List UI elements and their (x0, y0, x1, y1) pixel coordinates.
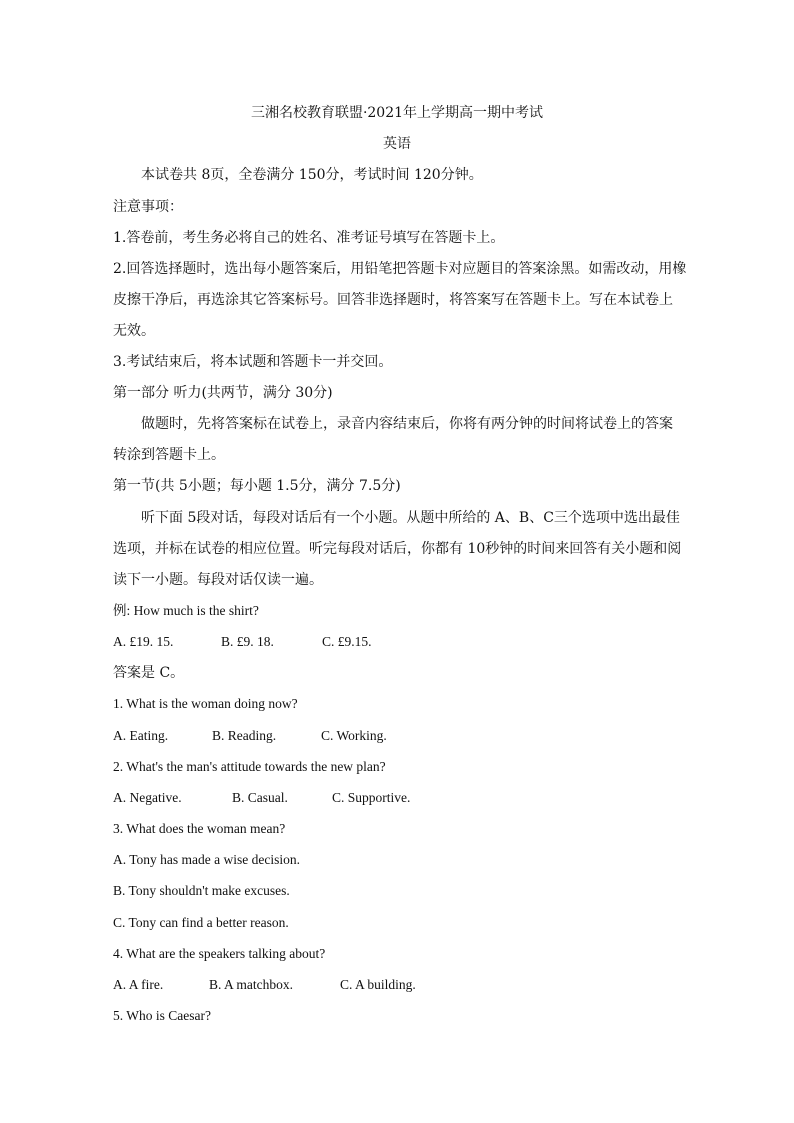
question-4: 4. What are the speakers talking about? (113, 946, 326, 961)
section1-instruction-line-3: 读下一小题。每段对话仅读一遍。 (113, 572, 323, 588)
section1-instruction-line-1: 听下面 5段对话，每段对话后有一个小题。从题中所给的 A、B、C三个选项中选出最佳 (141, 510, 680, 526)
example-option-c: C. £9.15. (322, 634, 372, 649)
example-answer: 答案是 C。 (113, 665, 185, 681)
question-3: 3. What does the woman mean? (113, 821, 286, 836)
q2-option-b: B. Casual. (232, 790, 288, 805)
part1-instruction-line-2: 转涂到答题卡上。 (113, 447, 225, 463)
example-option-b: B. £9. 18. (221, 634, 274, 649)
note-2-line-2: 皮擦干净后，再选涂其它答案标号。回答非选择题时，将答案写在答题卡上。写在本试卷上 (113, 292, 673, 308)
note-1: 1.答卷前，考生务必将自己的姓名、准考证号填写在答题卡上。 (113, 230, 505, 246)
q4-option-c: C. A building. (340, 977, 416, 992)
q4-option-a: A. A fire. (113, 977, 164, 992)
example-option-a: A. £19. 15. (113, 634, 174, 649)
q3-option-b: B. Tony shouldn't make excuses. (113, 883, 290, 898)
example-question: 例: How much is the shirt? (113, 603, 259, 618)
exam-title: 三湘名校教育联盟·2021年上学期高一期中考试 (250, 105, 544, 121)
note-2-line-3: 无效。 (113, 323, 155, 339)
note-3: 3.考试结束后，将本试题和答题卡一并交回。 (113, 354, 393, 370)
q1-option-c: C. Working. (321, 728, 387, 743)
q3-option-c: C. Tony can find a better reason. (113, 915, 289, 930)
question-2: 2. What's the man's attitude towards the new plan? (113, 759, 386, 774)
note-2-line-1: 2.回答选择题时，选出每小题答案后，用铅笔把答题卡对应题目的答案涂黑。如需改动，用橡 (113, 261, 687, 277)
section1-instruction-line-2: 选项，并标在试卷的相应位置。听完每段对话后，你都有 10秒钟的时间来回答有关小题和阅 (113, 541, 682, 557)
notice-heading: 注意事项： (113, 199, 183, 215)
q4-option-b: B. A matchbox. (209, 977, 293, 992)
q3-option-a: A. Tony has made a wise decision. (113, 852, 301, 867)
q2-option-c: C. Supportive. (332, 790, 411, 805)
part1-heading: 第一部分 听力(共两节，满分 30分) (113, 385, 333, 401)
subject-title: 英语 (383, 136, 411, 152)
q2-option-a: A. Negative. (113, 790, 182, 805)
q1-option-b: B. Reading. (212, 728, 277, 743)
question-5: 5. Who is Caesar? (113, 1008, 211, 1023)
q1-option-a: A. Eating. (113, 728, 169, 743)
section1-heading: 第一节(共 5小题；每小题 1.5分，满分 7.5分) (113, 478, 401, 494)
part1-instruction-line-1: 做题时，先将答案标在试卷上，录音内容结束后，你将有两分钟的时间将试卷上的答案 (141, 416, 673, 432)
question-1: 1. What is the woman doing now? (113, 696, 298, 711)
intro-text: 本试卷共 8页，全卷满分 150分，考试时间 120分钟。 (141, 167, 483, 183)
